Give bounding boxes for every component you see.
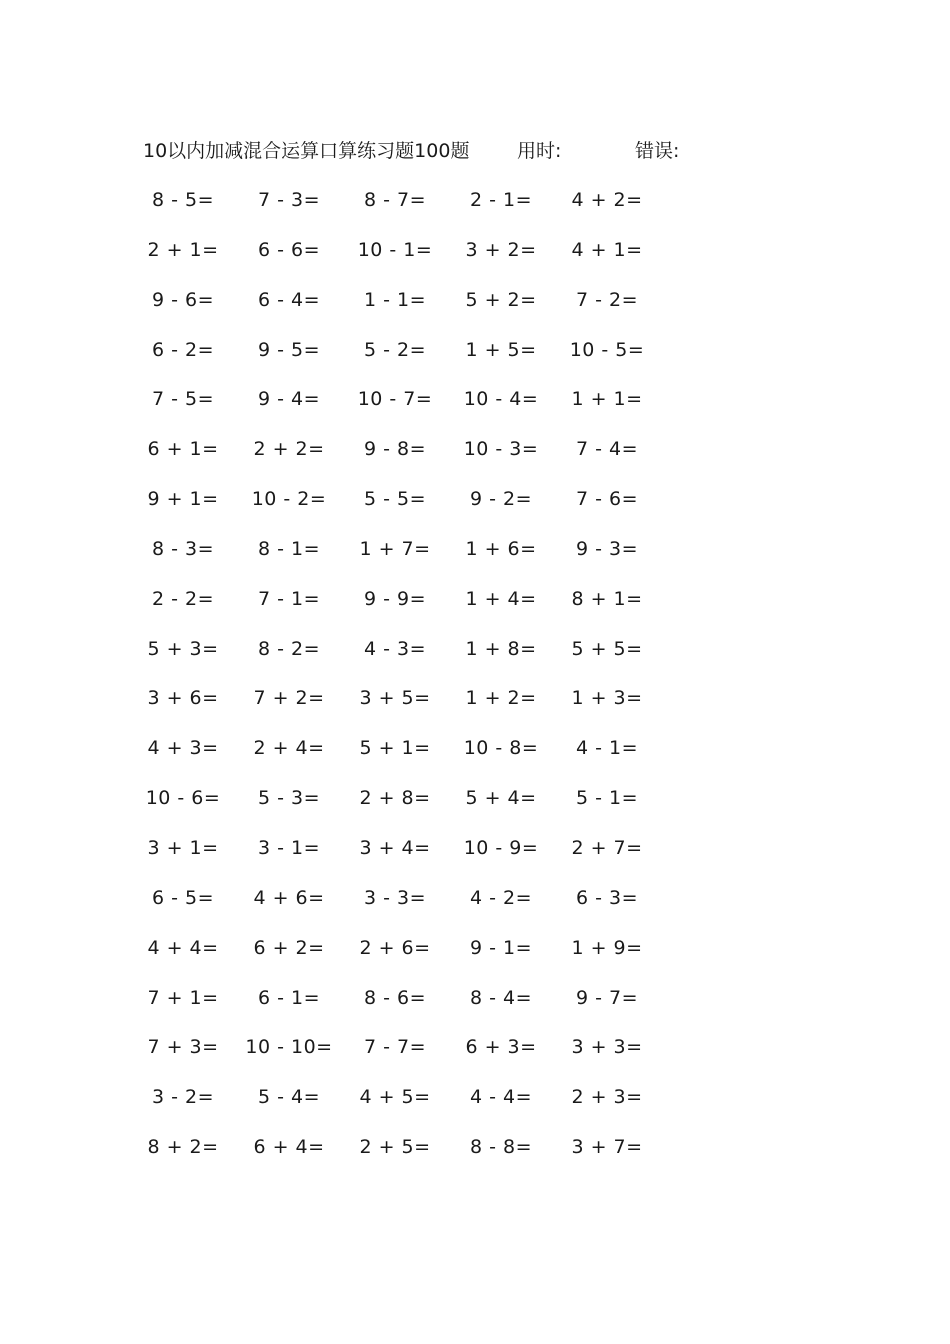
- problem-row: [130, 734, 690, 784]
- problem-item: 5 - 3=: [257, 787, 321, 810]
- problem-item: 4 + 5=: [359, 1086, 431, 1109]
- problem-item: 2 + 3=: [571, 1086, 643, 1109]
- problem-item: 4 + 3=: [147, 737, 219, 760]
- problem-item: 9 - 2=: [469, 488, 533, 511]
- problem-row: [130, 286, 690, 336]
- problem-item: 6 - 1=: [257, 986, 321, 1009]
- problem-item: 9 - 1=: [469, 936, 533, 959]
- problem-item: 9 - 6=: [151, 288, 215, 311]
- problem-item: 7 - 5=: [151, 388, 215, 411]
- problem-item: 8 + 1=: [571, 587, 643, 610]
- problem-item: 1 + 5=: [465, 338, 537, 361]
- problem-item: 3 - 3=: [363, 886, 427, 909]
- problem-row: [130, 1133, 690, 1183]
- problem-row: [130, 635, 690, 685]
- problem-item: 4 - 4=: [469, 1086, 533, 1109]
- problem-item: 3 - 1=: [257, 836, 321, 859]
- problem-item: 1 - 1=: [363, 288, 427, 311]
- problem-item: 10 - 6=: [145, 787, 221, 810]
- problem-row: [130, 186, 690, 236]
- problem-item: 2 + 8=: [359, 787, 431, 810]
- problem-item: 7 + 3=: [147, 1036, 219, 1059]
- problem-item: 1 + 7=: [359, 537, 431, 560]
- problem-row: [130, 784, 690, 834]
- problem-row: [130, 1033, 690, 1083]
- problem-item: 10 - 3=: [463, 438, 539, 461]
- problem-item: 9 - 5=: [257, 338, 321, 361]
- problem-item: 5 - 4=: [257, 1086, 321, 1109]
- problem-item: 5 + 5=: [571, 637, 643, 660]
- problem-item: 8 - 3=: [151, 537, 215, 560]
- problem-row: [130, 385, 690, 435]
- problem-item: 10 - 5=: [569, 338, 645, 361]
- problem-item: 7 + 2=: [253, 687, 325, 710]
- problem-row: [130, 535, 690, 585]
- problem-item: 8 - 6=: [363, 986, 427, 1009]
- worksheet-header: [143, 137, 743, 165]
- problem-item: 4 + 1=: [571, 238, 643, 261]
- problem-row: [130, 585, 690, 635]
- problem-item: 2 + 6=: [359, 936, 431, 959]
- problem-item: 6 - 4=: [257, 288, 321, 311]
- problem-item: 10 - 8=: [463, 737, 539, 760]
- problem-item: 1 + 3=: [571, 687, 643, 710]
- problem-item: 5 + 3=: [147, 637, 219, 660]
- problem-item: 4 + 2=: [571, 189, 643, 211]
- problem-item: 7 - 3=: [257, 189, 321, 211]
- problem-item: 5 + 1=: [359, 737, 431, 760]
- problem-item: 4 - 2=: [469, 886, 533, 909]
- problem-item: 9 + 1=: [147, 488, 219, 511]
- problem-item: 3 + 7=: [571, 1136, 643, 1159]
- problem-item: 1 + 4=: [465, 587, 537, 610]
- problem-item: 2 - 2=: [151, 587, 215, 610]
- problem-item: 6 + 2=: [253, 936, 325, 959]
- problem-item: 7 - 7=: [363, 1036, 427, 1059]
- problem-item: 4 - 1=: [575, 737, 639, 760]
- problem-item: 8 - 7=: [363, 189, 427, 211]
- problem-item: 2 - 1=: [469, 189, 533, 211]
- problem-row: [130, 934, 690, 984]
- problem-item: 1 + 9=: [571, 936, 643, 959]
- problem-item: 5 + 4=: [465, 787, 537, 810]
- problem-item: 10 - 10=: [245, 1036, 333, 1059]
- problem-item: 3 + 3=: [571, 1036, 643, 1059]
- problem-row: [130, 485, 690, 535]
- problem-item: 10 - 9=: [463, 836, 539, 859]
- problem-item: 9 - 7=: [575, 986, 639, 1009]
- problem-item: 3 + 2=: [465, 238, 537, 261]
- problem-item: 6 - 6=: [257, 238, 321, 261]
- problem-grid: [130, 186, 690, 1183]
- problem-row: [130, 984, 690, 1034]
- problem-item: 3 + 6=: [147, 687, 219, 710]
- problem-item: 6 + 1=: [147, 438, 219, 461]
- problem-item: 1 + 2=: [465, 687, 537, 710]
- problem-item: 8 - 8=: [469, 1136, 533, 1159]
- problem-item: 10 - 4=: [463, 388, 539, 411]
- problem-item: 5 + 2=: [465, 288, 537, 311]
- problem-item: 2 + 4=: [253, 737, 325, 760]
- problem-item: 3 + 1=: [147, 836, 219, 859]
- problem-item: 2 + 1=: [147, 238, 219, 261]
- problem-item: 6 - 2=: [151, 338, 215, 361]
- problem-item: 10 - 2=: [251, 488, 327, 511]
- problem-item: 1 + 6=: [465, 537, 537, 560]
- problem-item: 10 - 1=: [357, 238, 433, 261]
- problem-item: 3 + 4=: [359, 836, 431, 859]
- problem-row: [130, 336, 690, 386]
- problem-item: 6 - 3=: [575, 886, 639, 909]
- problem-item: 8 + 2=: [147, 1136, 219, 1159]
- errors-label: 错误:: [635, 140, 680, 162]
- problem-row: [130, 884, 690, 934]
- problem-item: 2 + 2=: [253, 438, 325, 461]
- problem-item: 3 - 2=: [151, 1086, 215, 1109]
- problem-item: 7 + 1=: [147, 986, 219, 1009]
- problem-item: 4 - 3=: [363, 637, 427, 660]
- problem-item: 1 + 8=: [465, 637, 537, 660]
- problem-item: 9 - 3=: [575, 537, 639, 560]
- problem-item: 1 + 1=: [571, 388, 643, 411]
- problem-item: 4 + 4=: [147, 936, 219, 959]
- problem-item: 9 - 9=: [363, 587, 427, 610]
- problem-item: 3 + 5=: [359, 687, 431, 710]
- problem-row: [130, 1083, 690, 1133]
- problem-item: 8 - 4=: [469, 986, 533, 1009]
- time-used-label: 用时:: [517, 140, 562, 162]
- problem-row: [130, 435, 690, 485]
- problem-item: 5 - 5=: [363, 488, 427, 511]
- problem-item: 8 - 2=: [257, 637, 321, 660]
- problem-item: 7 - 1=: [257, 587, 321, 610]
- problem-item: 7 - 2=: [575, 288, 639, 311]
- problem-row: [130, 684, 690, 734]
- problem-item: 6 + 4=: [253, 1136, 325, 1159]
- problem-item: 2 + 5=: [359, 1136, 431, 1159]
- problem-row: [130, 236, 690, 286]
- problem-item: 7 - 4=: [575, 438, 639, 461]
- problem-row: [130, 834, 690, 884]
- problem-item: 5 - 2=: [363, 338, 427, 361]
- problem-item: 9 - 8=: [363, 438, 427, 461]
- problem-item: 2 + 7=: [571, 836, 643, 859]
- problem-item: 9 - 4=: [257, 388, 321, 411]
- problem-item: 10 - 7=: [357, 388, 433, 411]
- problem-item: 5 - 1=: [575, 787, 639, 810]
- worksheet-title: 10以内加减混合运算口算练习题100题: [143, 140, 470, 162]
- problem-item: 8 - 1=: [257, 537, 321, 560]
- problem-item: 4 + 6=: [253, 886, 325, 909]
- problem-item: 7 - 6=: [575, 488, 639, 511]
- problem-item: 8 - 5=: [151, 189, 215, 211]
- problem-item: 6 + 3=: [465, 1036, 537, 1059]
- problem-item: 6 - 5=: [151, 886, 215, 909]
